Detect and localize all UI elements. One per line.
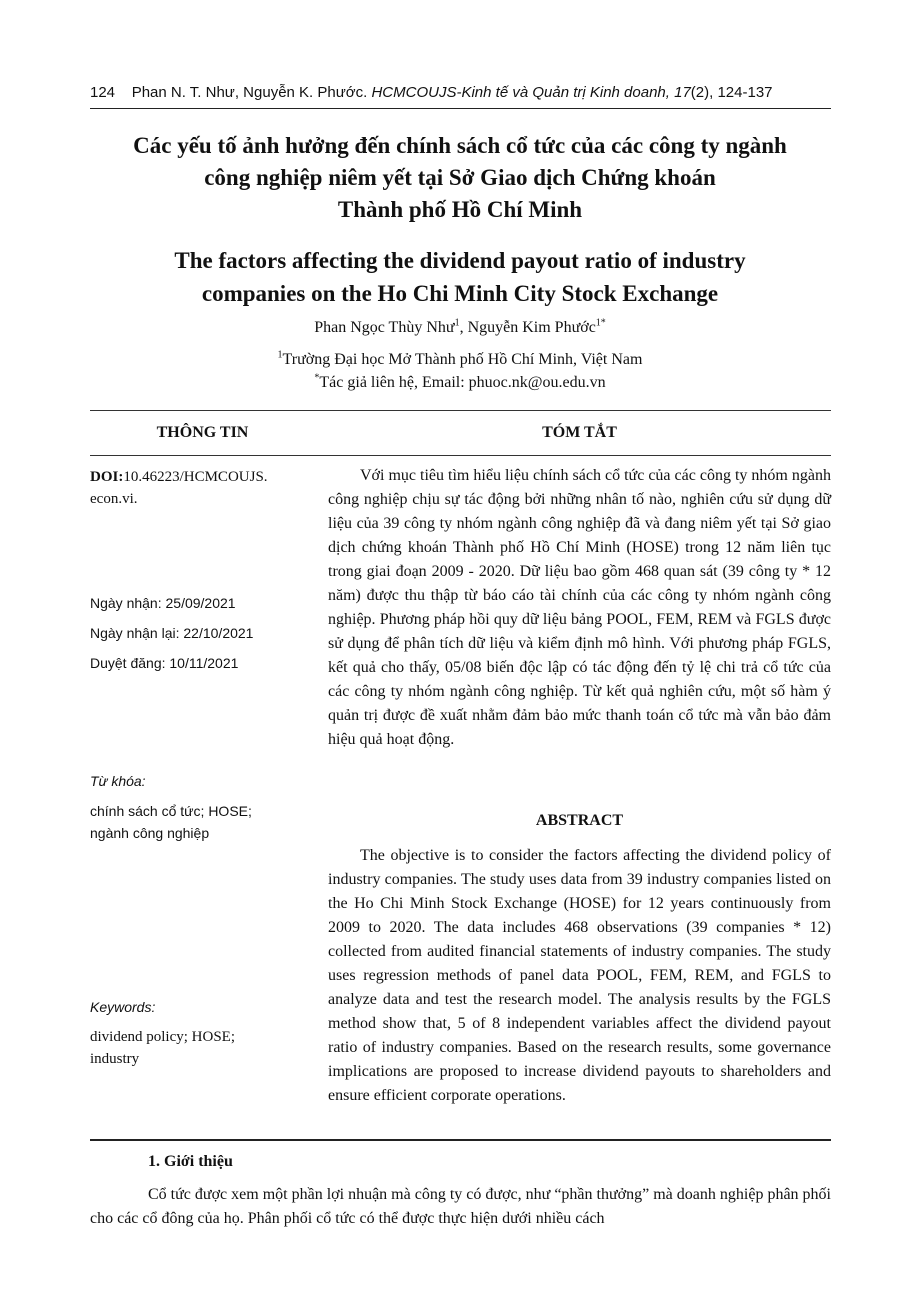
header-issue: (2), bbox=[690, 84, 714, 101]
dates-block bbox=[90, 592, 315, 674]
accepted-date: Duyệt đăng: 10/11/2021 bbox=[90, 655, 239, 671]
received-date: Ngày nhận: 25/09/2021 bbox=[90, 595, 236, 611]
doi-value[interactable]: 10.46223/HCMCOUJS. bbox=[123, 469, 268, 485]
abstract-block bbox=[328, 844, 831, 1108]
affiliation bbox=[90, 348, 830, 394]
affiliation-line bbox=[90, 348, 830, 371]
author-sup: 1 bbox=[454, 317, 460, 329]
corresponding-line bbox=[90, 371, 830, 394]
affiliation-text: Trường Đại học Mở Thành phố Hồ Chí Minh, Việt Nam bbox=[282, 351, 643, 368]
affiliation-sup: 1 bbox=[277, 349, 283, 361]
section-title: 1. Giới thiệu bbox=[148, 1153, 233, 1170]
header-pages: 124-137 bbox=[717, 84, 773, 101]
keywords-en-line: industry bbox=[90, 1051, 140, 1067]
title-vi-line: công nghiệp niêm yết tại Sở Giao dịch Chứng khoán bbox=[204, 165, 716, 190]
keywords-vi-line: ngành công nghiệp bbox=[90, 825, 210, 841]
keywords-en-line: dividend policy; HOSE; bbox=[90, 1029, 235, 1045]
keywords-vi-block bbox=[90, 770, 315, 844]
author-sup: 1* bbox=[595, 317, 606, 329]
title-english bbox=[90, 244, 830, 310]
abstract-title: ABSTRACT bbox=[535, 812, 624, 829]
header-volume: 17 bbox=[674, 84, 691, 101]
tom-tat-text: Với mục tiêu tìm hiểu liệu chính sách cổ tức của các công ty nhóm ngành công nghiệp chịu sự tác động bởi những nhân tố nào, nghiên cứu sử dụng dữ liệu của 39 công ty nhóm ngành công nghiệp đã và đang niêm yết tại Sở giao dịch chứng khoán Thành phố Hồ Chí Minh (HOSE) trong 12 năm liên tục trong giai đoạn 2009 - 2020. Dữ liệu bao gồm 468 quan sát (39 công ty * 12 năm) được thu thập từ báo cáo tài chính của các công ty nhóm ngành công nghiệp. Phương pháp hồi quy dữ liệu bảng POOL, FEM, REM và FGLS được sử dụng để phân tích dữ liệu và kiểm định mô hình. Với phương pháp FGLS, kết quả cho thấy, 05/08 biến độc lập có tác động đến tỷ lệ chi trả cổ tức của các công ty nhóm ngành công nghiệp. Từ kết quả nghiên cứu, một số hàm ý quản trị được đề xuất nhằm đảm bảo mức thanh toán cổ tức mà vẫn bảo đảm hiệu quả hoạt động. bbox=[328, 467, 831, 748]
corresponding-author: Tác giả liên hệ, Email: phuoc.nk@ou.edu.vn bbox=[319, 374, 606, 391]
header-journal: HCMCOUJS-Kinh tế và Quản trị Kinh doanh, bbox=[371, 84, 670, 101]
doi-block bbox=[90, 466, 315, 510]
page-number: 124 bbox=[90, 84, 116, 101]
revised-date: Ngày nhận lại: 22/10/2021 bbox=[90, 625, 254, 641]
abstract-bottom-rule bbox=[90, 1139, 831, 1141]
header-rule bbox=[90, 108, 831, 109]
header-authors: Phan N. T. Như, Nguyễn K. Phước. bbox=[131, 84, 368, 101]
running-header bbox=[90, 84, 830, 101]
tom-tat-block bbox=[328, 464, 831, 752]
section-body bbox=[90, 1183, 831, 1231]
title-vietnamese bbox=[90, 130, 830, 226]
author-name: Phan Ngọc Thùy Như bbox=[314, 319, 455, 336]
abstract-text: The objective is to consider the factors affecting the dividend policy of industry companies. The study uses data from 39 industry companies listed on the Ho Chi Minh Stock Exchange (HOSE) for 12 years continuously from 2009 to 2020. The data includes 468 observations (39 companies * 12) collected from audited financial statements of industry companies. The study uses regression methods of panel data POOL, FEM, REM, and FGLS to analyze data and test the research model. The analysis results by the FGLS method show that, 5 of 8 independent variables affect the dividend payout ratio of industry companies. Based on the research results, some governance implications are proposed to increase dividend payouts to shareholders and ensure efficient corporate operations. bbox=[328, 847, 831, 1104]
corresponding-sup: * bbox=[314, 372, 320, 384]
title-vi-line: Thành phố Hồ Chí Minh bbox=[337, 197, 583, 222]
section-paragraph: Cổ tức được xem một phần lợi nhuận mà công ty có được, như “phần thưởng” mà doanh nghiệp phân phối cho các cổ đông của họ. Phân phối cổ tức có thể được thực hiện dưới nhiều cách bbox=[90, 1186, 831, 1227]
author-list bbox=[90, 317, 830, 338]
info-column-header: THÔNG TIN bbox=[156, 424, 249, 441]
doi-label: DOI: bbox=[90, 469, 124, 485]
info-header-rule bbox=[90, 455, 831, 456]
keywords-en-label: Keywords: bbox=[90, 999, 156, 1015]
keywords-vi-label: Từ khóa: bbox=[90, 773, 146, 789]
info-top-rule bbox=[90, 410, 831, 411]
keywords-en-block bbox=[90, 996, 315, 1070]
author-name: Nguyễn Kim Phước bbox=[467, 319, 596, 336]
abstract-column-header: TÓM TẮT bbox=[542, 424, 617, 441]
title-vi-line: Các yếu tố ảnh hưởng đến chính sách cổ tức của các công ty ngành bbox=[133, 133, 787, 158]
title-en-line: The factors affecting the dividend payout ratio of industry bbox=[174, 248, 746, 273]
title-en-line: companies on the Ho Chi Minh City Stock Exchange bbox=[201, 281, 719, 306]
keywords-vi-line: chính sách cổ tức; HOSE; bbox=[90, 803, 252, 819]
doi-value-cont[interactable]: econ.vi. bbox=[90, 491, 138, 507]
author-separator: , bbox=[459, 319, 468, 336]
